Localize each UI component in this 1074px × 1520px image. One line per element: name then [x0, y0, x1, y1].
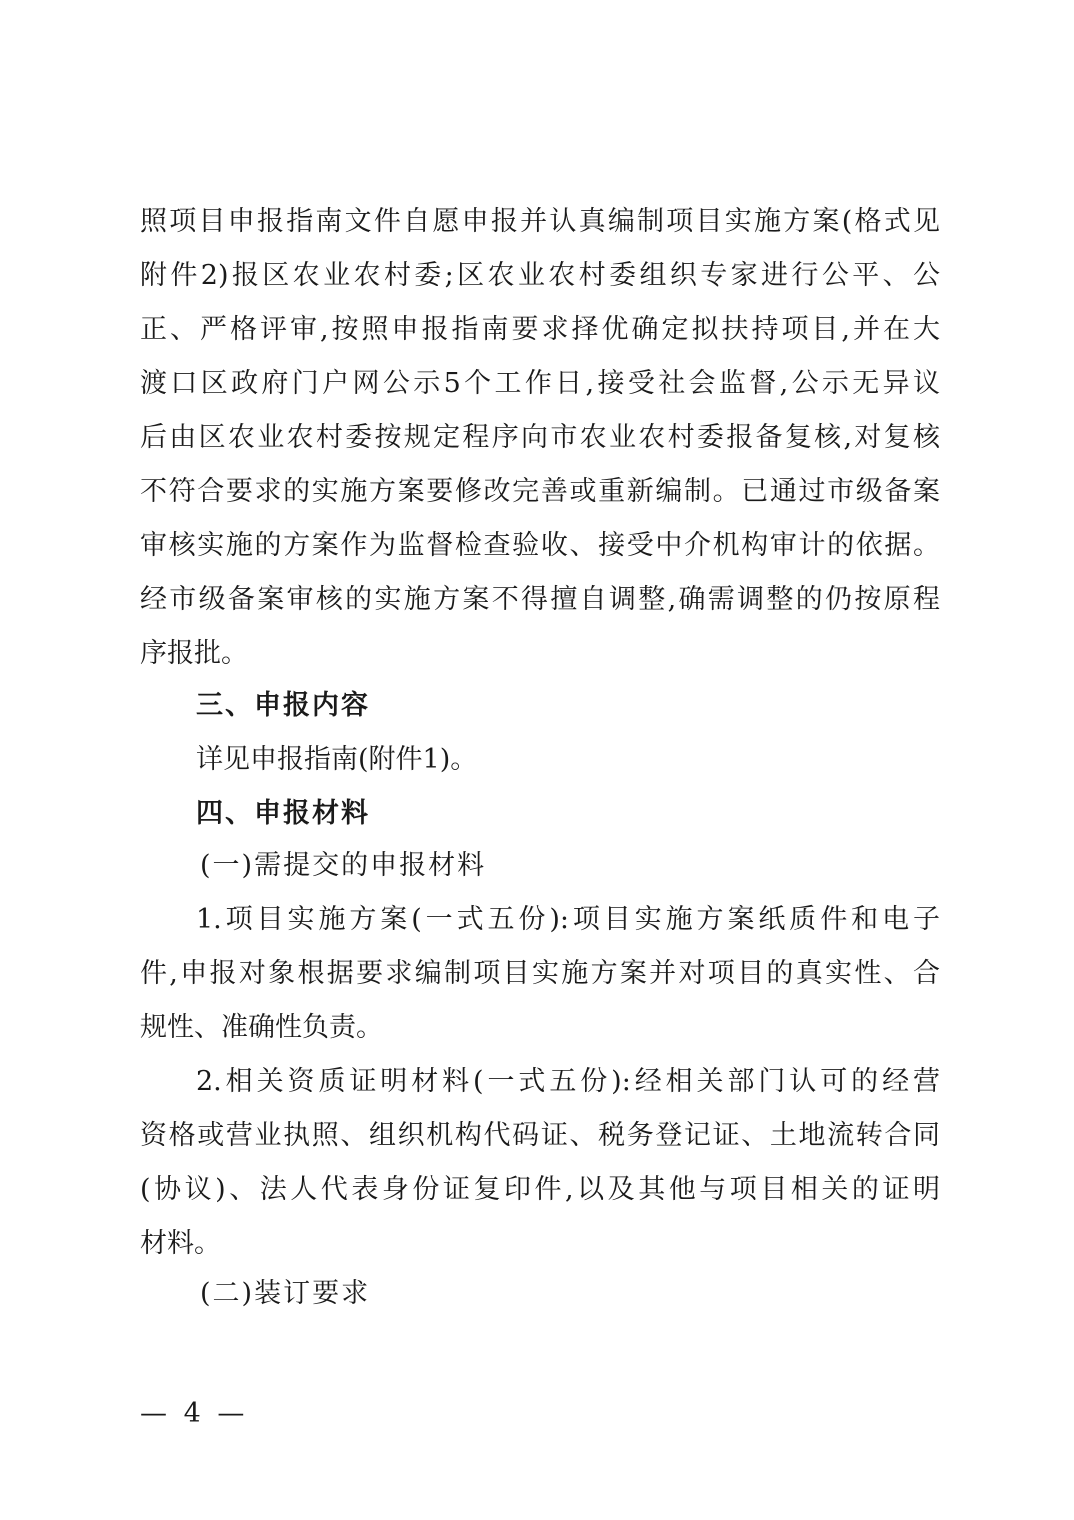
paragraph-see-guide: 详见申报指南(附件1)。 [196, 744, 478, 775]
text-line: 不符合要求的实施方案要修改完善或重新编制。已通过市级备案 [140, 476, 940, 507]
text-line: 规性、准确性负责。 [140, 1012, 383, 1043]
subsection-heading-required-materials: (一)需提交的申报材料 [200, 850, 487, 881]
text-line: 1.项目实施方案(一式五份):项目实施方案纸质件和电子 [196, 904, 940, 935]
text-line: 资格或营业执照、组织机构代码证、税务登记证、土地流转合同 [140, 1120, 940, 1151]
text-line: 照项目申报指南文件自愿申报并认真编制项目实施方案(格式见 [140, 206, 940, 237]
text-line: 正、严格评审,按照申报指南要求择优确定拟扶持项目,并在大 [140, 314, 940, 345]
text-line: 序报批。 [140, 638, 248, 669]
text-line: 2.相关资质证明材料(一式五份):经相关部门认可的经营 [196, 1066, 940, 1097]
section-heading-application-content: 三、申报内容 [196, 690, 370, 721]
text-line: (协议)、法人代表身份证复印件,以及其他与项目相关的证明 [140, 1174, 940, 1205]
text-line: 渡口区政府门户网公示5个工作日,接受社会监督,公示无异议 [140, 368, 940, 399]
section-heading-application-materials: 四、申报材料 [196, 798, 370, 829]
text-line: 附件2)报区农业农村委;区农业农村委组织专家进行公平、公 [140, 260, 940, 291]
text-line: 经市级备案审核的实施方案不得擅自调整,确需调整的仍按原程 [140, 584, 940, 615]
text-line: 材料。 [140, 1228, 221, 1259]
text-line: 后由区农业农村委按规定程序向市农业农村委报备复核,对复核 [140, 422, 940, 453]
subsection-heading-binding-requirements: (二)装订要求 [200, 1278, 371, 1309]
page-number: — 4 — [140, 1398, 249, 1429]
text-line: 审核实施的方案作为监督检查验收、接受中介机构审计的依据。 [140, 530, 940, 561]
text-line: 件,申报对象根据要求编制项目实施方案并对项目的真实性、合 [140, 958, 940, 989]
